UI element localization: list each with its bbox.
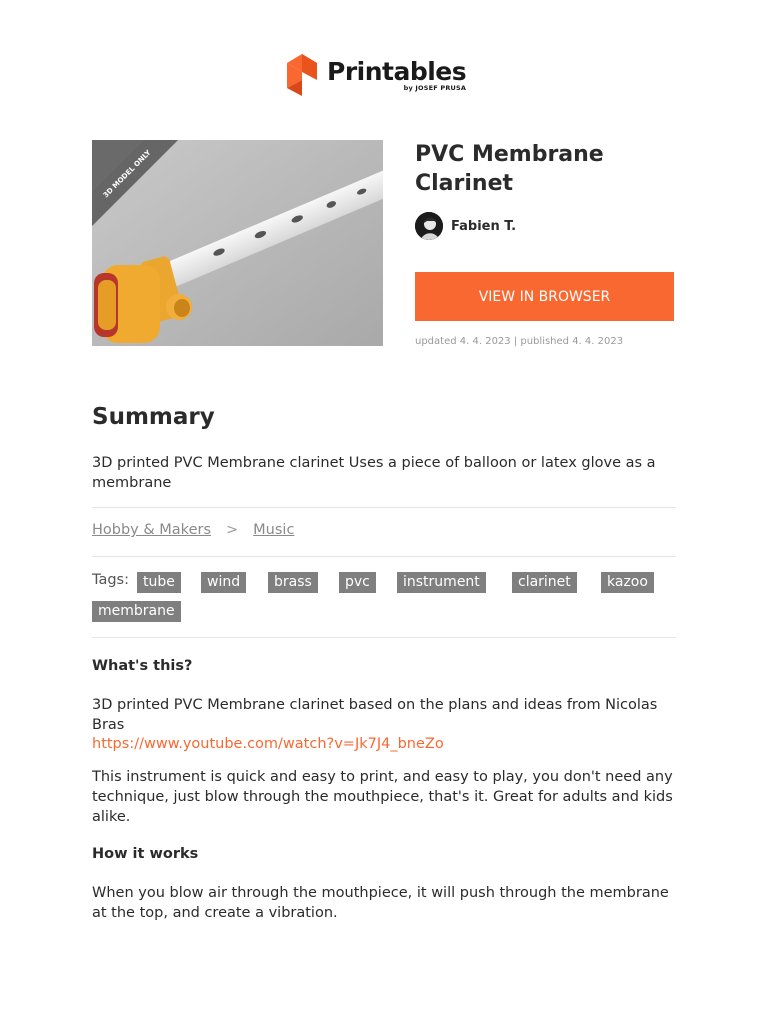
summary-heading: Summary — [92, 404, 215, 430]
how-it-works-heading: How it works — [92, 846, 199, 862]
tag-clarinet[interactable]: clarinet — [512, 572, 577, 593]
brand-byline: by JOSEF PRUSA — [403, 84, 467, 92]
breadcrumb — [92, 522, 294, 538]
breadcrumb-hobby-makers[interactable]: Hobby & Makers — [92, 522, 212, 538]
summary-text: 3D printed PVC Membrane clarinet Uses a piece of balloon or latex glove as a membrane — [92, 455, 656, 491]
tag-brass[interactable]: brass — [268, 572, 318, 593]
model-title: PVC Membrane Clarinet — [415, 142, 604, 196]
3d-model-only-badge: 3D MODEL ONLY — [101, 148, 153, 200]
divider — [92, 507, 676, 508]
tags-label: Tags: — [92, 572, 129, 588]
tag-wind[interactable]: wind — [201, 572, 246, 593]
breadcrumb-separator: > — [226, 522, 239, 538]
description-paragraph: This instrument is quick and easy to print, and easy to play, you don't need any technique, just blow through the mouthpiece, that's it. Great for adults and kids alike. — [92, 769, 673, 825]
how-it-works-text: When you blow air through the mouthpiece, it will push through the membrane at the top, and create a vibration. — [92, 885, 669, 921]
printables-logo[interactable] — [287, 54, 466, 96]
tag-membrane[interactable]: membrane — [92, 601, 181, 622]
intro-text: 3D printed PVC Membrane clarinet based on the plans and ideas from Nicolas Bras — [92, 697, 658, 733]
tag-tube[interactable]: tube — [137, 572, 181, 593]
model-dates: updated 4. 4. 2023 | published 4. 4. 2023 — [415, 336, 624, 347]
brand-name: Printables — [327, 57, 467, 86]
author[interactable] — [415, 212, 516, 240]
whats-this-heading: What's this? — [92, 658, 193, 674]
tag-pvc[interactable]: pvc — [339, 572, 376, 593]
author-avatar — [415, 212, 443, 240]
author-name[interactable]: Fabien T. — [451, 218, 517, 234]
breadcrumb-music[interactable]: Music — [253, 522, 295, 538]
tag-kazoo[interactable]: kazoo — [601, 572, 654, 593]
model-preview-image[interactable] — [92, 140, 383, 346]
divider — [92, 637, 676, 638]
youtube-link[interactable]: https://www.youtube.com/watch?v=Jk7J4_bneZo — [92, 736, 444, 752]
printables-logo-icon — [287, 54, 317, 96]
view-in-browser-button[interactable]: VIEW IN BROWSER — [415, 272, 674, 321]
divider — [92, 556, 676, 557]
tag-instrument[interactable]: instrument — [397, 572, 486, 593]
